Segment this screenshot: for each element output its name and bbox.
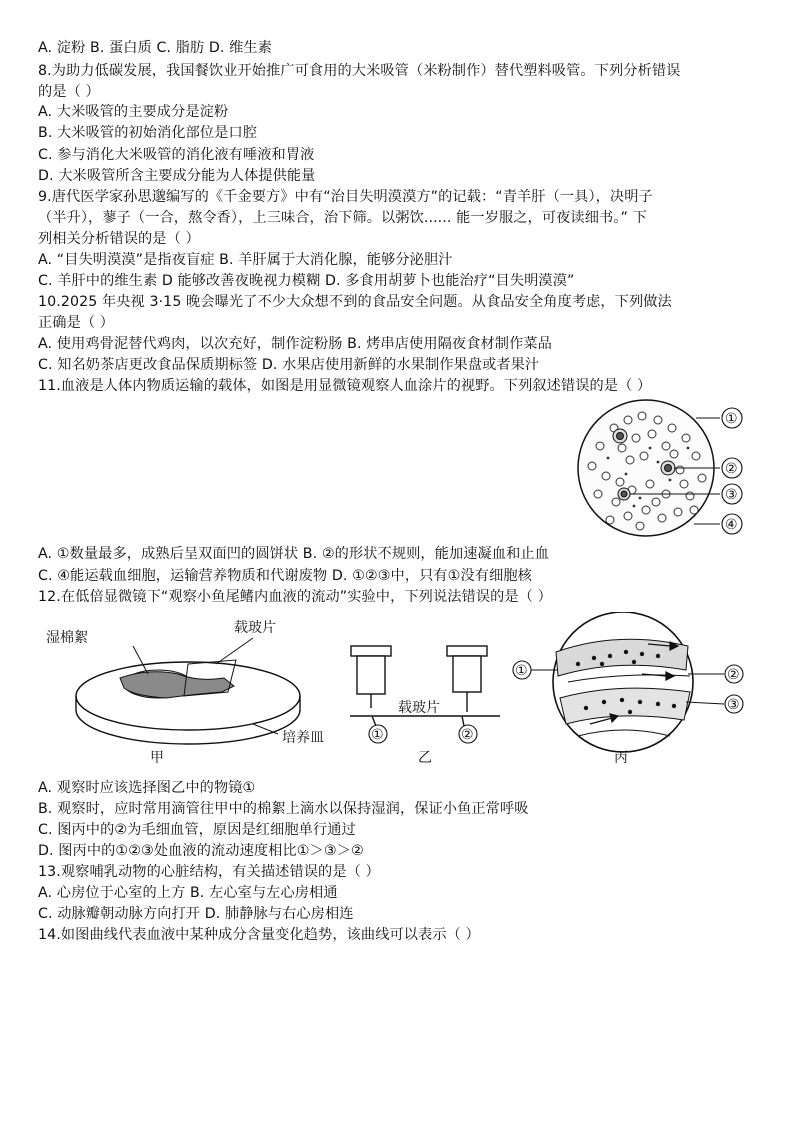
q9-options-ab: A. “目失明漠漠”是指夜盲症 B. 羊肝属于大消化腺，能够分泌胆汁: [38, 252, 453, 268]
q11-options-ab: A. ①数量最多，成熟后呈双面凹的圆饼状 B. ②的形状不规则，能加速凝血和止血: [38, 546, 549, 562]
q11-options-cd: C. ④能运载血细胞，运输营养物质和代谢废物 D. ①②③中，只有①没有细胞核: [38, 568, 532, 584]
caption-yi: 乙: [418, 750, 432, 766]
q8-stem: 8.为助力低碳发展，我国餐饮业开始推广可食用的大米吸管（米粉制作）替代塑料吸管。下列分析错误: [38, 63, 681, 79]
q9-stem-end: 列相关分析错误的是（ ）: [38, 231, 200, 247]
label-slide-yi: 载玻片: [398, 700, 440, 716]
label-slide-jia: 载玻片: [234, 620, 276, 636]
caption-jia: 甲: [150, 750, 164, 766]
q12-option-d: D. 图丙中的①②③处血液的流动速度相比①＞③＞②: [38, 843, 364, 859]
label-petri-dish: 培养皿: [282, 730, 324, 746]
q12-option-a: A. 观察时应该选择图乙中的物镜①: [38, 780, 256, 796]
blood-label-2: ②: [725, 461, 738, 477]
label-vessel-1: ①: [515, 663, 528, 679]
q10-options-ab: A. 使用鸡骨泥替代鸡肉，以次充好，制作淀粉肠 B. 烤串店使用隔夜食材制作菜品: [38, 336, 552, 352]
label-objective-1: ①: [371, 727, 384, 743]
label-objective-2: ②: [461, 727, 474, 743]
q9-stem: 9.唐代医学家孙思邈编写的《千金要方》中有“治目失明漠漠方”的记载：“青羊肝（一具），决明子: [38, 189, 653, 205]
blood-vessels-diagram: [531, 612, 724, 752]
q11-stem: 11.血液是人体内物质运输的载体，如图是用显微镜观察人血涂片的视野。下列叙述错误的是（ ）: [38, 378, 652, 394]
q8-option-a: A. 大米吸管的主要成分是淀粉: [38, 104, 229, 120]
blood-smear-figure: [570, 398, 770, 543]
label-vessel-2: ②: [727, 667, 740, 683]
q10-stem: 10.2025 年央视 3·15 晚会曝光了不少大众想不到的食品安全问题。从食品安全角度考虑，下列做法: [38, 294, 672, 310]
label-vessel-3: ③: [727, 697, 740, 713]
fish-experiment-figure: [38, 612, 758, 770]
q12-stem: 12.在低倍显微镜下“观察小鱼尾鳍内血液的流动”实验中，下列说法错误的是（ ）: [38, 589, 552, 605]
q8-stem-cont: 的是（ ）: [38, 84, 100, 100]
q7-options: A. 淀粉 B. 蛋白质 C. 脂肪 D. 维生素: [38, 40, 273, 56]
q10-stem-cont: 正确是（ ）: [38, 315, 115, 331]
q8-option-d: D. 大米吸管所含主要成分能为人体提供能量: [38, 168, 316, 184]
q8-option-b: B. 大米吸管的初始消化部位是口腔: [38, 125, 258, 141]
blood-label-1: ①: [725, 411, 738, 427]
caption-bing: 丙: [614, 750, 628, 766]
q9-stem-cont: （半升），蓼子（一合，熬令香），上三味合，治下筛。以粥饮...... 能一岁服之，可夜读细书。” 下: [38, 210, 647, 226]
q10-options-cd: C. 知名奶茶店更改食品保质期标签 D. 水果店使用新鲜的水果制作果盘或者果汁: [38, 357, 540, 373]
q13-options-ab: A. 心房位于心室的上方 B. 左心室与左心房相通: [38, 885, 338, 901]
blood-label-3: ③: [725, 487, 738, 503]
q13-stem: 13.观察哺乳动物的心脏结构，有关描述错误的是（ ）: [38, 864, 380, 880]
q14-stem: 14.如图曲线代表血液中某种成分含量变化趋势，该曲线可以表示（ ）: [38, 927, 480, 943]
petri-dish-diagram: [76, 638, 300, 744]
label-wet-cotton: 湿棉絮: [46, 630, 88, 646]
q12-option-c: C. 图丙中的②为毛细血管，原因是红细胞单行通过: [38, 822, 356, 838]
q12-option-b: B. 观察时，应时常用滴管往甲中的棉絮上滴水以保持湿润，保证小鱼正常呼吸: [38, 801, 529, 817]
q13-options-cd: C. 动脉瓣朝动脉方向打开 D. 肺静脉与右心房相连: [38, 906, 354, 922]
q9-options-cd: C. 羊肝中的维生素 D 能够改善夜晚视力模糊 D. 多食用胡萝卜也能治疗“目失明漠漠”: [38, 273, 575, 289]
q8-option-c: C. 参与消化大米吸管的消化液有唾液和胃液: [38, 147, 315, 163]
blood-label-4: ④: [725, 517, 738, 533]
